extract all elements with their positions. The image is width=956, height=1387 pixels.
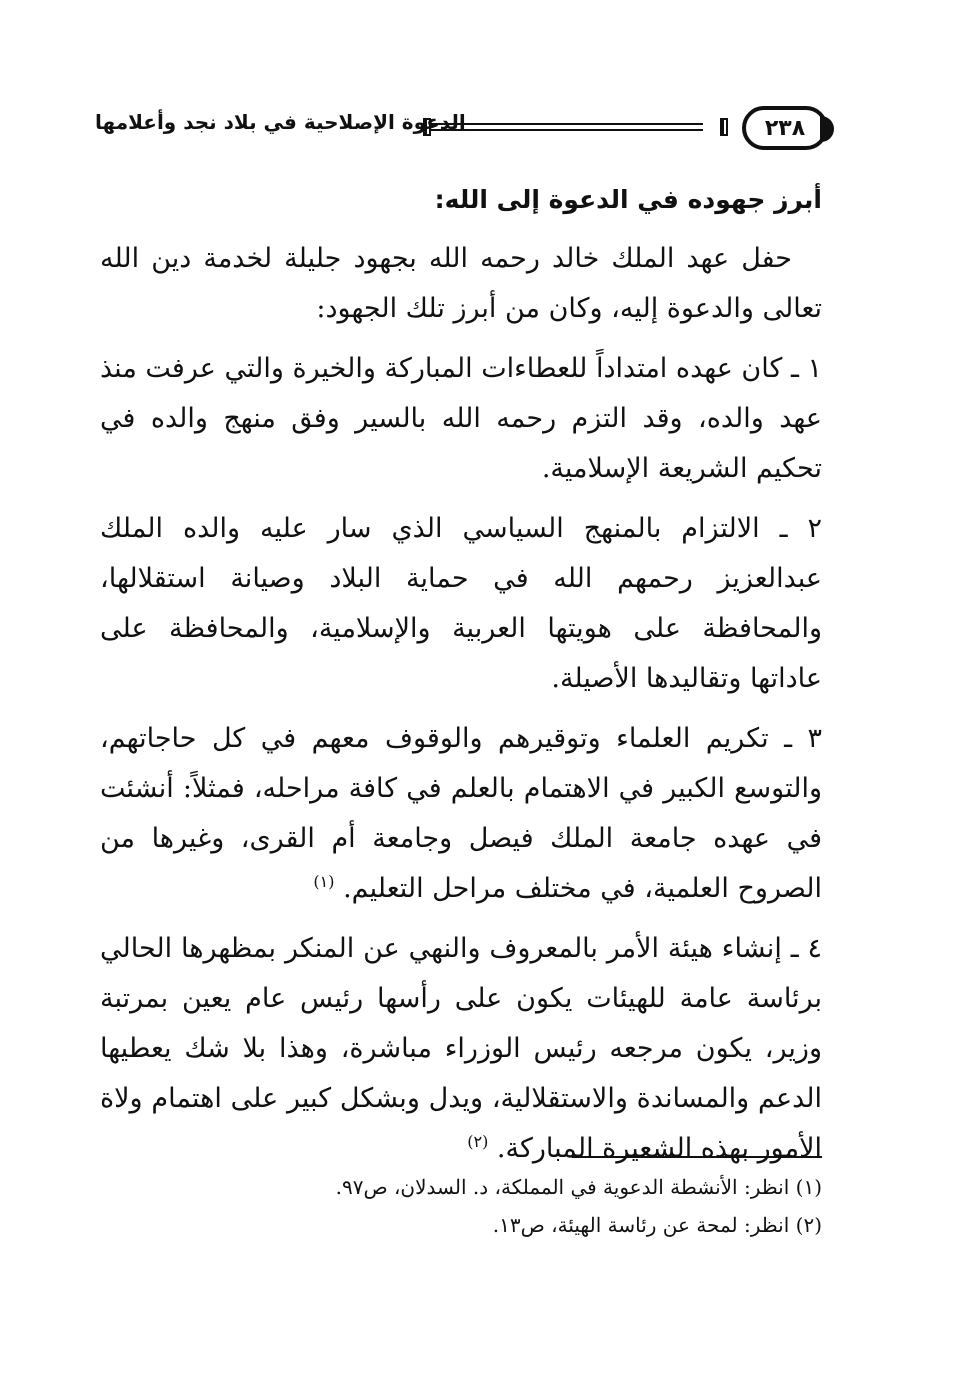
list-item-text: ١ ـ كان عهده امتداداً للعطاءات المباركة والخيرة والتي عرفت منذ عهد والده، وقد التزم رحمه الله بالسير وفق منهج والده في تحكيم الشريعة الإسلامية.	[100, 353, 822, 484]
list-item	[100, 924, 822, 1174]
footnote-separator	[572, 1156, 822, 1158]
rule-ornament	[720, 118, 728, 136]
intro-paragraph: حفل عهد الملك خالد رحمه الله بجهود جليلة لخدمة دين الله تعالى والدعوة إليه، وكان من أبرز تلك الجهود:	[100, 243, 822, 324]
list-item	[100, 504, 822, 704]
page-number-badge	[742, 106, 828, 150]
footnote: (٢) انظر: لمحة عن رئاسة الهيئة، ص١٣.	[492, 1213, 822, 1237]
rule-bar	[431, 123, 703, 131]
list-item	[100, 344, 822, 494]
page-header	[95, 100, 828, 156]
footnote-reference[interactable]: (١)	[313, 872, 335, 891]
main-text	[100, 178, 822, 1184]
list-item	[100, 714, 822, 914]
page-number: ٢٣٨	[764, 115, 806, 141]
list-item-text: ٢ ـ الالتزام بالمنهج السياسي الذي سار عليه والده الملك عبدالعزيز رحمهم الله في حماية البلاد وصيانة استقلالها، والمحافظة على هويتها العربية والإسلامية، والمحافظة على عاداتها وتقاليدها الأصيلة.	[100, 513, 822, 694]
footnote: (١) انظر: الأنشطة الدعوية في المملكة، د. السدلان، ص٩٧.	[335, 1175, 822, 1199]
footnotes	[100, 1168, 822, 1244]
list-item-text: ٣ ـ تكريم العلماء وتوقيرهم والوقوف معهم في كل حاجاتهم، والتوسع الكبير في الاهتمام بالعلم في كافة مراحله، فمثلاً: أنشئت في عهده جامعة الملك فيصل وجامعة أم القرى، وغيرها من الصروح العلمية، في مختلف مراحل التعليم.	[100, 723, 822, 904]
list-item-text: ٤ ـ إنشاء هيئة الأمر بالمعروف والنهي عن المنكر بمظهرها الحالي برئاسة عامة للهيئات يكون على رأسها رئيس عام يعين بمرتبة وزير، يكون مرجعه رئيس الوزراء مباشرة، وهذا بلا شك يعطيها الدعم والمساندة والاستقلالية، ويدل وبشكل كبير على اهتمام ولاة الأمور بهذه الشعيرة المباركة.	[100, 933, 822, 1164]
footnote-reference[interactable]: (٢)	[467, 1132, 489, 1151]
running-title: الدعوة الإصلاحية في بلاد نجد وأعلامها	[95, 110, 466, 134]
section-heading: أبرز جهوده في الدعوة إلى الله:	[434, 185, 822, 214]
